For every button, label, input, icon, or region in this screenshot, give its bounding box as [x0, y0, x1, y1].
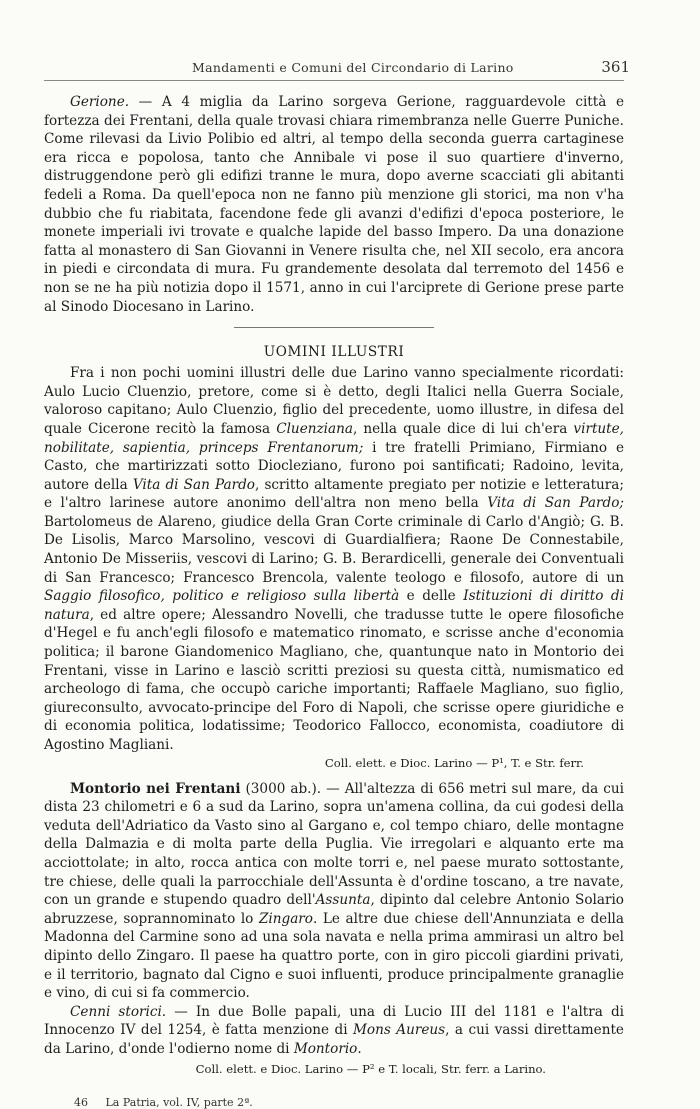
cenni-text-2: , a cui vassi direttamente da Larino, d'onde l'odierno nome di — [44, 1022, 624, 1057]
page-footer — [44, 1096, 624, 1109]
cenni-italic-2: Montorio — [293, 1040, 358, 1057]
cenni-text-1: — In due Bolle papali, una di Lucio III del 1181 e l'altra di Innocenzo IV del 1254, è fatta menzione di — [44, 1003, 624, 1039]
page — [44, 52, 630, 1109]
montorio-lead: Montorio nei Frentani — [70, 780, 241, 797]
cenni-text-3: . — [357, 1040, 362, 1057]
montorio-text-3: . Le altre due chiese dell'Annunziata e della Madonna del Carmine sono ad una sola navata e nella prima ammirasi un altro bel dipinto dello Zingaro. Il paese ha quattro porte, con in giro piccoli giardini privati, e il territorio, bagnato dal Cigno e suoi influenti, produce principalmente granaglie e vino, di cui si fa commercio. — [44, 910, 624, 1002]
uomini-italic-4: Vita di San Pardo; — [487, 495, 624, 512]
uomini-paragraph — [44, 364, 624, 754]
uomini-text-5: Bartolomeus de Alareno, giudice della Gran Corte criminale di Carlo d'Angiò; G. B. De Lisolis, Marco Marsolino, vescovi di Guardialfiera; Raone De Connestabile, Antonio De Misseriis, vescovi di Larino; G. B. Berardicelli, generale dei Conventuali di San Francesco; Francesco Brencola, valente teologo e filosofo, autore di un — [44, 513, 624, 586]
montorio-italic-2: Zingaro — [258, 910, 313, 927]
uomini-italic-3: Vita di San Pardo — [132, 476, 255, 493]
uomini-italic-6: Istituzioni di diritto di natura — [44, 588, 624, 623]
page-number: 361 — [601, 58, 630, 76]
section-divider — [234, 327, 434, 328]
uomini-text-4: , scritto altamente pregiato per notizie e letteratura; e l'altro larinese autore anonimo dell'altra non meno bella — [44, 476, 624, 512]
uomini-italic-1: Cluenziana — [276, 420, 353, 437]
header-title: Mandamenti e Comuni del Circondario di Larino — [192, 60, 514, 75]
uomini-text-7: , ed altre opere; Alessandro Novelli, che tradusse tutte le opere filosofiche d'Hegel e fu anch'egli filosofo e matematico rinomato, e scrisse anche d'economia politica; il barone Giandomenico Magliano, che, quantunque nato in Montorio dei Frentani, visse in Larino e lasciò scritti preziosi su questa città, numismatico ed archeologo di fama, che occupò cariche importanti; Raffaele Magliano, suo figlio, giureconsulto, avvocato-principe del Foro di Napoli, che scrisse opere giuridiche e di economia politica, lodatissime; Teodorico Fallocco, economista, coadiutore di Agostino Magliani. — [44, 606, 624, 753]
montorio-text-1: (3000 ab.). — All'altezza di 656 metri sul mare, da cui dista 23 chilometri e 6 a sud da Larino, sopra un'amena collina, da cui godesi della veduta dell'Adriatico da Vasto sino al Gargano e, col tempo chiaro, delle montagne della Dalmazia e di molta parte della Puglia. Vie irregolari e alquanto erte ma acciottolate; in alto, rocca antica con molte torri e, nel paese murato sottostante, tre chiese, delle quali la parrocchiale dell'Assunta è d'ordine toscano, a tre navate, con un grande e stupendo quadro dell' — [44, 780, 624, 909]
footer-text: La Patria, vol. IV, parte 2ª. — [105, 1095, 253, 1109]
uomini-italic-2: virtute, nobilitate, sapientia, princeps Frentanorum; — [44, 420, 624, 456]
uomini-text-2: , nella quale dice di lui ch'era — [352, 420, 574, 437]
cenni-lead: Cenni storici. — [70, 1003, 167, 1020]
montorio-text-2: , dipinto dal celebre Antonio Solario abruzzese, soprannominato lo — [44, 892, 624, 927]
gerione-lead: Gerione. — [70, 94, 130, 110]
uomini-text-1: Fra i non pochi uomini illustri delle due Larino vanno specialmente ricordati: Aulo Lucio Cluenzio, pretore, come si è detto, degli Italici nella Guerra Sociale, valoroso capitano; Aulo Cluenzio, figlio del precedente, uomo illustre, in difesa del quale Cicerone recitò la famosa — [44, 365, 624, 437]
gerione-paragraph — [44, 93, 624, 316]
montorio-italic-1: Assunta — [315, 892, 371, 909]
uomini-collegio-note: Coll. elett. e Dioc. Larino — P¹, T. e Str. ferr. — [324, 755, 584, 770]
uomini-text-6: e delle — [399, 588, 464, 605]
montorio-paragraph — [44, 780, 624, 1003]
uomini-text-3: i tre fratelli Primiano, Firmiano e Casto, che martirizzati sotto Diocleziano, furono poi santificati; Radoino, levita, autore della — [44, 439, 624, 493]
cenni-italic-1: Mons Aureus — [353, 1022, 446, 1039]
gerione-text: — A 4 miglia da Larino sorgeva Gerione, ragguardevole città e fortezza dei Frentani, della quale trovasi chiara rimembranza nelle Guerre Puniche. Come rilevasi da Livio Polibio ed altri, al tempo della seconda guerra cartaginese era ricca e popolosa, tanto che Annibale vi pose il suo quartiere d'inverno, distruggendone però gli edifizi tranne le mura, dopo averne scacciati gli abitanti fedeli a Roma. Da quell'epoca non ne fanno più menzione gli storici, ma non v'ha dubbio che fu riabitata, facendone fede gli avanzi d'edifizi d'epoca posteriore, le monete imperiali ivi trovate e qualche lapide del basso Impero. Da una donazione fatta al monastero di San Giovanni in Venere risulta che, nel XII secolo, era ancora in piedi e circondata di mura. Fu grandemente desolata dal terremoto del 1456 e non se ne ha più notizia dopo il 1571, anno in cui l'arciprete di Gerione prese parte al Sinodo Diocesano in Larino. — [44, 94, 624, 315]
cenni-paragraph — [44, 1003, 624, 1059]
signature-mark: 46 — [74, 1095, 88, 1109]
running-header — [44, 52, 630, 81]
montorio-collegio-note: Coll. elett. e Dioc. Larino — P² e T. locali, Str. ferr. a Larino. — [195, 1061, 546, 1076]
section-title-uomini: UOMINI ILLUSTRI — [263, 344, 405, 361]
uomini-italic-5: Saggio filosofico, politico e religioso sulla libertà — [44, 588, 400, 605]
